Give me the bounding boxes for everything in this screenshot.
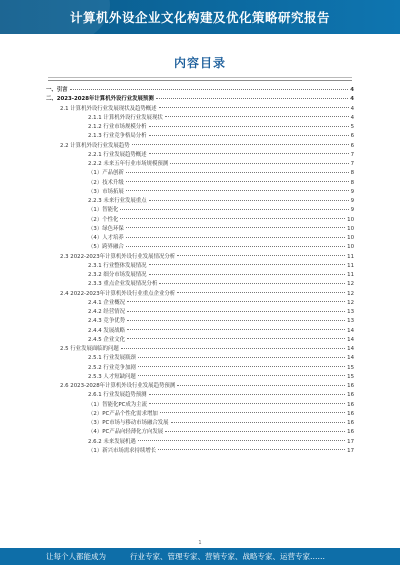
toc-entry-text: （1）新兴市场需求持续增长 bbox=[88, 447, 157, 454]
toc-entry-page: 7 bbox=[350, 161, 354, 167]
toc-leader-dots bbox=[149, 153, 349, 154]
toc-leader-dots bbox=[120, 218, 345, 219]
toc-entry[interactable] bbox=[46, 428, 354, 437]
toc-entry-text: 2.4.5 企业文化 bbox=[88, 336, 125, 343]
toc-entry-page: 17 bbox=[347, 447, 354, 454]
toc-entry-text: 2.2.1 行业发展趋势概述 bbox=[88, 151, 147, 158]
toc-entry[interactable] bbox=[46, 253, 354, 262]
toc-entry-page: 16 bbox=[347, 410, 354, 417]
toc-entry-page: 15 bbox=[347, 364, 354, 371]
toc-leader-dots bbox=[171, 422, 346, 423]
toc-entry-page: 9 bbox=[350, 188, 354, 195]
toc-entry-page: 4 bbox=[350, 96, 354, 103]
toc-entry-page: 16 bbox=[347, 383, 354, 389]
toc-leader-dots bbox=[149, 403, 345, 404]
toc-leader-dots bbox=[138, 357, 345, 358]
toc-entry-page: 10 bbox=[347, 235, 354, 241]
toc-entry-text: 2.6.2 未来发展机遇 bbox=[88, 438, 136, 445]
toc-entry-page: 4 bbox=[350, 87, 354, 93]
toc-entry-page: 16 bbox=[347, 401, 354, 408]
toc-entry-text: 一、引言 bbox=[46, 87, 68, 93]
toc-entry-page: 4 bbox=[350, 114, 354, 121]
toc-entry-text: （3）市场拓展 bbox=[88, 188, 124, 195]
toc-entry-text: （2）个性化 bbox=[88, 216, 119, 223]
toc-leader-dots bbox=[149, 394, 346, 395]
toc-leader-dots bbox=[165, 116, 349, 117]
toc-entry[interactable] bbox=[46, 105, 354, 114]
toc-entry[interactable] bbox=[46, 114, 354, 123]
toc-leader-dots bbox=[177, 255, 345, 256]
toc-leader-dots bbox=[138, 375, 345, 376]
toc-leader-dots bbox=[127, 329, 345, 330]
toc-entry[interactable] bbox=[46, 197, 354, 206]
toc-entry-text: 2.1.2 行业市场规模分析 bbox=[88, 124, 147, 130]
toc-entry-page: 11 bbox=[347, 262, 354, 269]
toc-entry[interactable] bbox=[46, 262, 354, 271]
toc-entry-page: 13 bbox=[347, 318, 354, 325]
toc-entry-text: 2.4.2 经营情况 bbox=[88, 309, 125, 315]
toc-entry-text: 2.3.1 行业整体发展情况 bbox=[88, 262, 147, 269]
toc-leader-dots bbox=[126, 227, 345, 228]
toc-entry-text: （3）PC市场与移动市场融合发展 bbox=[88, 420, 169, 426]
toc-entry-page: 14 bbox=[347, 327, 354, 334]
toc-leader-dots bbox=[177, 292, 345, 293]
toc-heading: 内容目录 bbox=[173, 56, 226, 70]
toc-entry[interactable] bbox=[46, 299, 354, 308]
toc-entry-page: 8 bbox=[350, 170, 354, 177]
toc-entry[interactable] bbox=[46, 317, 354, 326]
toc-entry[interactable] bbox=[46, 336, 354, 345]
toc-entry-page: 15 bbox=[347, 373, 354, 380]
toc-entry-text: 2.5 行业发展面临的问题 bbox=[60, 346, 119, 352]
toc-leader-dots bbox=[127, 311, 345, 312]
toc-entry-page: 14 bbox=[347, 336, 354, 343]
toc-entry-page: 14 bbox=[347, 346, 354, 352]
toc-entry-text: 2.1 计算机外设行业发展现状及趋势概述 bbox=[60, 105, 157, 112]
toc-entry-page: 7 bbox=[350, 151, 354, 158]
toc-entry-page: 10 bbox=[347, 225, 354, 232]
toc-entry-page: 12 bbox=[347, 281, 354, 288]
toc-entry-text: 2.3 2022-2023年计算机外设行业发展情况分析 bbox=[60, 253, 176, 260]
toc-entry[interactable] bbox=[46, 123, 354, 132]
toc-leader-dots bbox=[70, 89, 349, 90]
toc-leader-dots bbox=[149, 135, 349, 136]
toc-leader-dots bbox=[126, 172, 349, 173]
toc-leader-dots bbox=[149, 274, 346, 275]
toc-entry-page: 11 bbox=[347, 272, 354, 278]
toc-leader-dots bbox=[127, 338, 345, 339]
toc-entry[interactable] bbox=[46, 243, 354, 252]
toc-entry-text: 2.1.3 行业竞争格局分析 bbox=[88, 133, 147, 140]
toc-leader-dots bbox=[120, 209, 348, 210]
footer-banner bbox=[0, 548, 400, 565]
toc-entry-text: （5）跨界融合 bbox=[88, 244, 124, 251]
toc-entry-text: 2.3.3 重点企业发展情况分析 bbox=[88, 281, 158, 288]
toc-entry[interactable] bbox=[46, 364, 354, 373]
toc-entry-text: 2.4.3 竞争优势 bbox=[88, 318, 125, 325]
toc-leader-dots bbox=[132, 144, 349, 145]
toc-entry[interactable] bbox=[46, 290, 354, 299]
toc-entry-text: 2.5.3 人才短缺问题 bbox=[88, 373, 136, 380]
toc-entry-text: （2）技术升级 bbox=[88, 179, 124, 186]
toc-entry-text: 2.2.3 未来行业发展重点 bbox=[88, 198, 147, 204]
footer-slogan-left: 让每个人都能成为 bbox=[46, 552, 106, 561]
report-header-banner bbox=[0, 0, 400, 34]
toc-leader-dots bbox=[156, 98, 349, 99]
table-of-contents bbox=[46, 86, 354, 456]
toc-leader-dots bbox=[165, 431, 345, 432]
report-title: 计算机外设企业文化构建及优化策略研究报告 bbox=[69, 10, 330, 25]
toc-leader-dots bbox=[149, 126, 349, 127]
toc-leader-dots bbox=[126, 181, 349, 182]
toc-entry[interactable] bbox=[46, 86, 354, 95]
toc-entry[interactable] bbox=[46, 160, 354, 169]
toc-leader-dots bbox=[170, 163, 348, 164]
toc-entry-text: 2.3.2 细分市场发展情况 bbox=[88, 272, 147, 278]
toc-entry-page: 8 bbox=[350, 179, 354, 186]
toc-entry-text: 二、2023-2028年计算机外设行业发展预测 bbox=[46, 96, 154, 103]
toc-entry-text: 2.2.2 未来五年行业市场规模预测 bbox=[88, 161, 169, 167]
toc-entry-page: 12 bbox=[347, 299, 354, 306]
toc-leader-dots bbox=[127, 320, 345, 321]
toc-divider-top bbox=[48, 77, 352, 78]
toc-entry[interactable] bbox=[46, 382, 354, 391]
toc-entry[interactable] bbox=[46, 401, 354, 410]
toc-entry-page: 13 bbox=[347, 309, 354, 315]
toc-entry[interactable] bbox=[46, 410, 354, 419]
toc-entry-text: 2.1.1 计算机外设行业发展现状 bbox=[88, 114, 163, 121]
toc-entry[interactable] bbox=[46, 179, 354, 188]
toc-entry[interactable] bbox=[46, 206, 354, 215]
toc-divider-bottom bbox=[48, 80, 352, 81]
toc-entry[interactable] bbox=[46, 188, 354, 197]
toc-leader-dots bbox=[160, 412, 345, 413]
toc-entry-text: 2.5.2 行业竞争加剧 bbox=[88, 364, 136, 371]
toc-entry-page: 16 bbox=[347, 420, 354, 426]
toc-leader-dots bbox=[126, 237, 345, 238]
toc-entry[interactable] bbox=[46, 280, 354, 289]
toc-entry[interactable] bbox=[46, 271, 354, 280]
toc-entry-text: 2.6 2023-2028年计算机外设行业发展趋势预测 bbox=[60, 383, 176, 389]
toc-entry-page: 10 bbox=[347, 244, 354, 251]
toc-entry-text: （1）产品创新 bbox=[88, 170, 124, 177]
toc-entry[interactable] bbox=[46, 391, 354, 400]
toc-leader-dots bbox=[159, 107, 349, 108]
toc-entry-page: 16 bbox=[347, 429, 354, 436]
toc-entry-page: 14 bbox=[347, 355, 354, 362]
toc-entry[interactable] bbox=[46, 234, 354, 243]
toc-entry[interactable] bbox=[46, 373, 354, 382]
footer-slogan-right: 行业专家、管理专家、营销专家、战略专家、运营专家…… bbox=[130, 552, 325, 561]
toc-entry-text: 2.6.1 行业发展趋势预测 bbox=[88, 392, 147, 399]
toc-entry-page: 9 bbox=[350, 207, 354, 214]
toc-entry-page: 9 bbox=[350, 198, 354, 204]
toc-entry[interactable] bbox=[46, 447, 354, 456]
toc-entry[interactable] bbox=[46, 419, 354, 428]
toc-leader-dots bbox=[177, 385, 345, 386]
toc-entry-page: 10 bbox=[347, 216, 354, 223]
toc-entry-page: 5 bbox=[350, 124, 354, 130]
toc-entry-page: 6 bbox=[350, 142, 354, 149]
toc-entry-page: 11 bbox=[347, 253, 354, 260]
toc-entry[interactable] bbox=[46, 327, 354, 336]
toc-leader-dots bbox=[138, 440, 345, 441]
toc-entry-text: 2.4.1 企业概况 bbox=[88, 299, 125, 306]
toc-leader-dots bbox=[121, 348, 345, 349]
toc-entry[interactable] bbox=[46, 354, 354, 363]
toc-entry[interactable] bbox=[46, 142, 354, 151]
toc-entry[interactable] bbox=[46, 345, 354, 354]
toc-leader-dots bbox=[159, 283, 345, 284]
toc-entry-text: （1）智能化PC成为主流 bbox=[88, 401, 147, 408]
toc-entry[interactable] bbox=[46, 438, 354, 447]
toc-leader-dots bbox=[138, 366, 345, 367]
toc-entry-page: 16 bbox=[347, 392, 354, 399]
toc-entry[interactable] bbox=[46, 225, 354, 234]
toc-entry-page: 17 bbox=[347, 438, 354, 445]
toc-entry-text: 2.5.1 行业发展瓶颈 bbox=[88, 355, 136, 362]
toc-leader-dots bbox=[149, 200, 349, 201]
page-number: 1 bbox=[198, 540, 202, 546]
toc-entry-text: （2）PC产品个性化需求增加 bbox=[88, 410, 158, 417]
toc-entry-page: 12 bbox=[347, 290, 354, 297]
toc-entry-page: 6 bbox=[350, 133, 354, 140]
toc-entry[interactable] bbox=[46, 169, 354, 178]
toc-entry[interactable] bbox=[46, 216, 354, 225]
toc-entry-page: 4 bbox=[350, 105, 354, 112]
toc-entry-text: （1）智能化 bbox=[88, 207, 119, 214]
toc-entry[interactable] bbox=[46, 308, 354, 317]
toc-leader-dots bbox=[149, 264, 346, 265]
toc-leader-dots bbox=[126, 246, 345, 247]
toc-leader-dots bbox=[158, 449, 345, 450]
toc-entry-text: （3）绿色环保 bbox=[88, 225, 124, 232]
toc-leader-dots bbox=[126, 190, 349, 191]
toc-entry[interactable] bbox=[46, 132, 354, 141]
toc-entry-text: （4）PC产品向轻薄化方向发展 bbox=[88, 429, 164, 436]
toc-leader-dots bbox=[127, 301, 345, 302]
toc-entry-text: 2.4 2022-2023年计算机外设行业重点企业分析 bbox=[60, 290, 176, 297]
toc-entry-text: （4）人才培养 bbox=[88, 235, 124, 241]
toc-entry-text: 2.4.4 发展战略 bbox=[88, 327, 125, 334]
toc-entry-text: 2.2 计算机外设行业发展趋势 bbox=[60, 142, 130, 149]
toc-entry[interactable] bbox=[46, 95, 354, 104]
toc-entry[interactable] bbox=[46, 151, 354, 160]
